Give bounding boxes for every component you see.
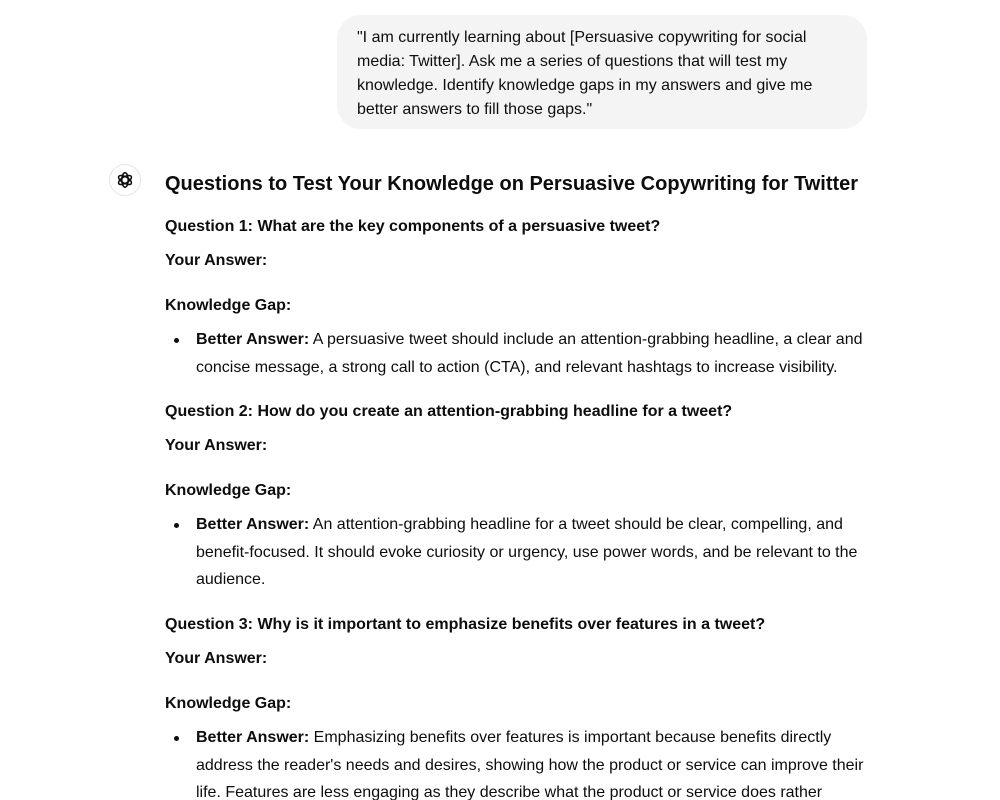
assistant-avatar — [109, 164, 141, 196]
better-answer-label: Better Answer: — [196, 331, 310, 348]
list-item — [165, 724, 875, 800]
question-3-knowledge-gap-label: Knowledge Gap: — [165, 695, 292, 712]
list-item — [165, 326, 875, 381]
list-item — [165, 511, 875, 594]
bullet-dot — [174, 338, 179, 343]
question-2-better-answer-list — [165, 511, 875, 594]
question-2-your-answer-label: Your Answer: — [165, 437, 268, 454]
better-answer-text: An attention-grabbing headline for a tweet should be clear, compelling, and benefit-focused. It should evoke curiosity or urgency, use power words, and be relevant to the audience. — [196, 516, 858, 588]
question-2-title: Question 2: How do you create an attention-grabbing headline for a tweet? — [165, 403, 733, 420]
bullet-dot — [174, 523, 179, 528]
openai-logo-icon — [115, 170, 135, 190]
better-answer-label: Better Answer: — [196, 516, 310, 533]
question-3-title: Question 3: Why is it important to emphasize benefits over features in a tweet? — [165, 616, 766, 633]
response-heading: Questions to Test Your Knowledge on Persuasive Copywriting for Twitter — [165, 173, 859, 195]
question-1-better-answer-list — [165, 326, 875, 381]
better-answer-text: Emphasizing benefits over features is important because benefits directly address the reader's needs and desires, showing how the product or service can improve their life. Features are less engaging as they describe what the product or service does rather — [196, 729, 864, 800]
question-3-better-answer-list — [165, 724, 875, 800]
question-1-title: Question 1: What are the key components of a persuasive tweet? — [165, 218, 661, 235]
user-message-bubble — [337, 15, 867, 129]
question-1-your-answer-label: Your Answer: — [165, 252, 268, 269]
user-message-text: "I am currently learning about [Persuasive copywriting for social media: Twitter]. Ask me a series of questions that will test my knowledge. Identify knowledge gaps in my answers and give me better answers to fill those gaps." — [357, 29, 813, 118]
question-2-knowledge-gap-label: Knowledge Gap: — [165, 482, 292, 499]
question-1-knowledge-gap-label: Knowledge Gap: — [165, 297, 292, 314]
better-answer-text: A persuasive tweet should include an attention-grabbing headline, a clear and concise message, a strong call to action (CTA), and relevant hashtags to increase visibility. — [196, 331, 863, 376]
better-answer-label: Better Answer: — [196, 729, 310, 746]
question-3-your-answer-label: Your Answer: — [165, 650, 268, 667]
bullet-dot — [174, 736, 179, 741]
